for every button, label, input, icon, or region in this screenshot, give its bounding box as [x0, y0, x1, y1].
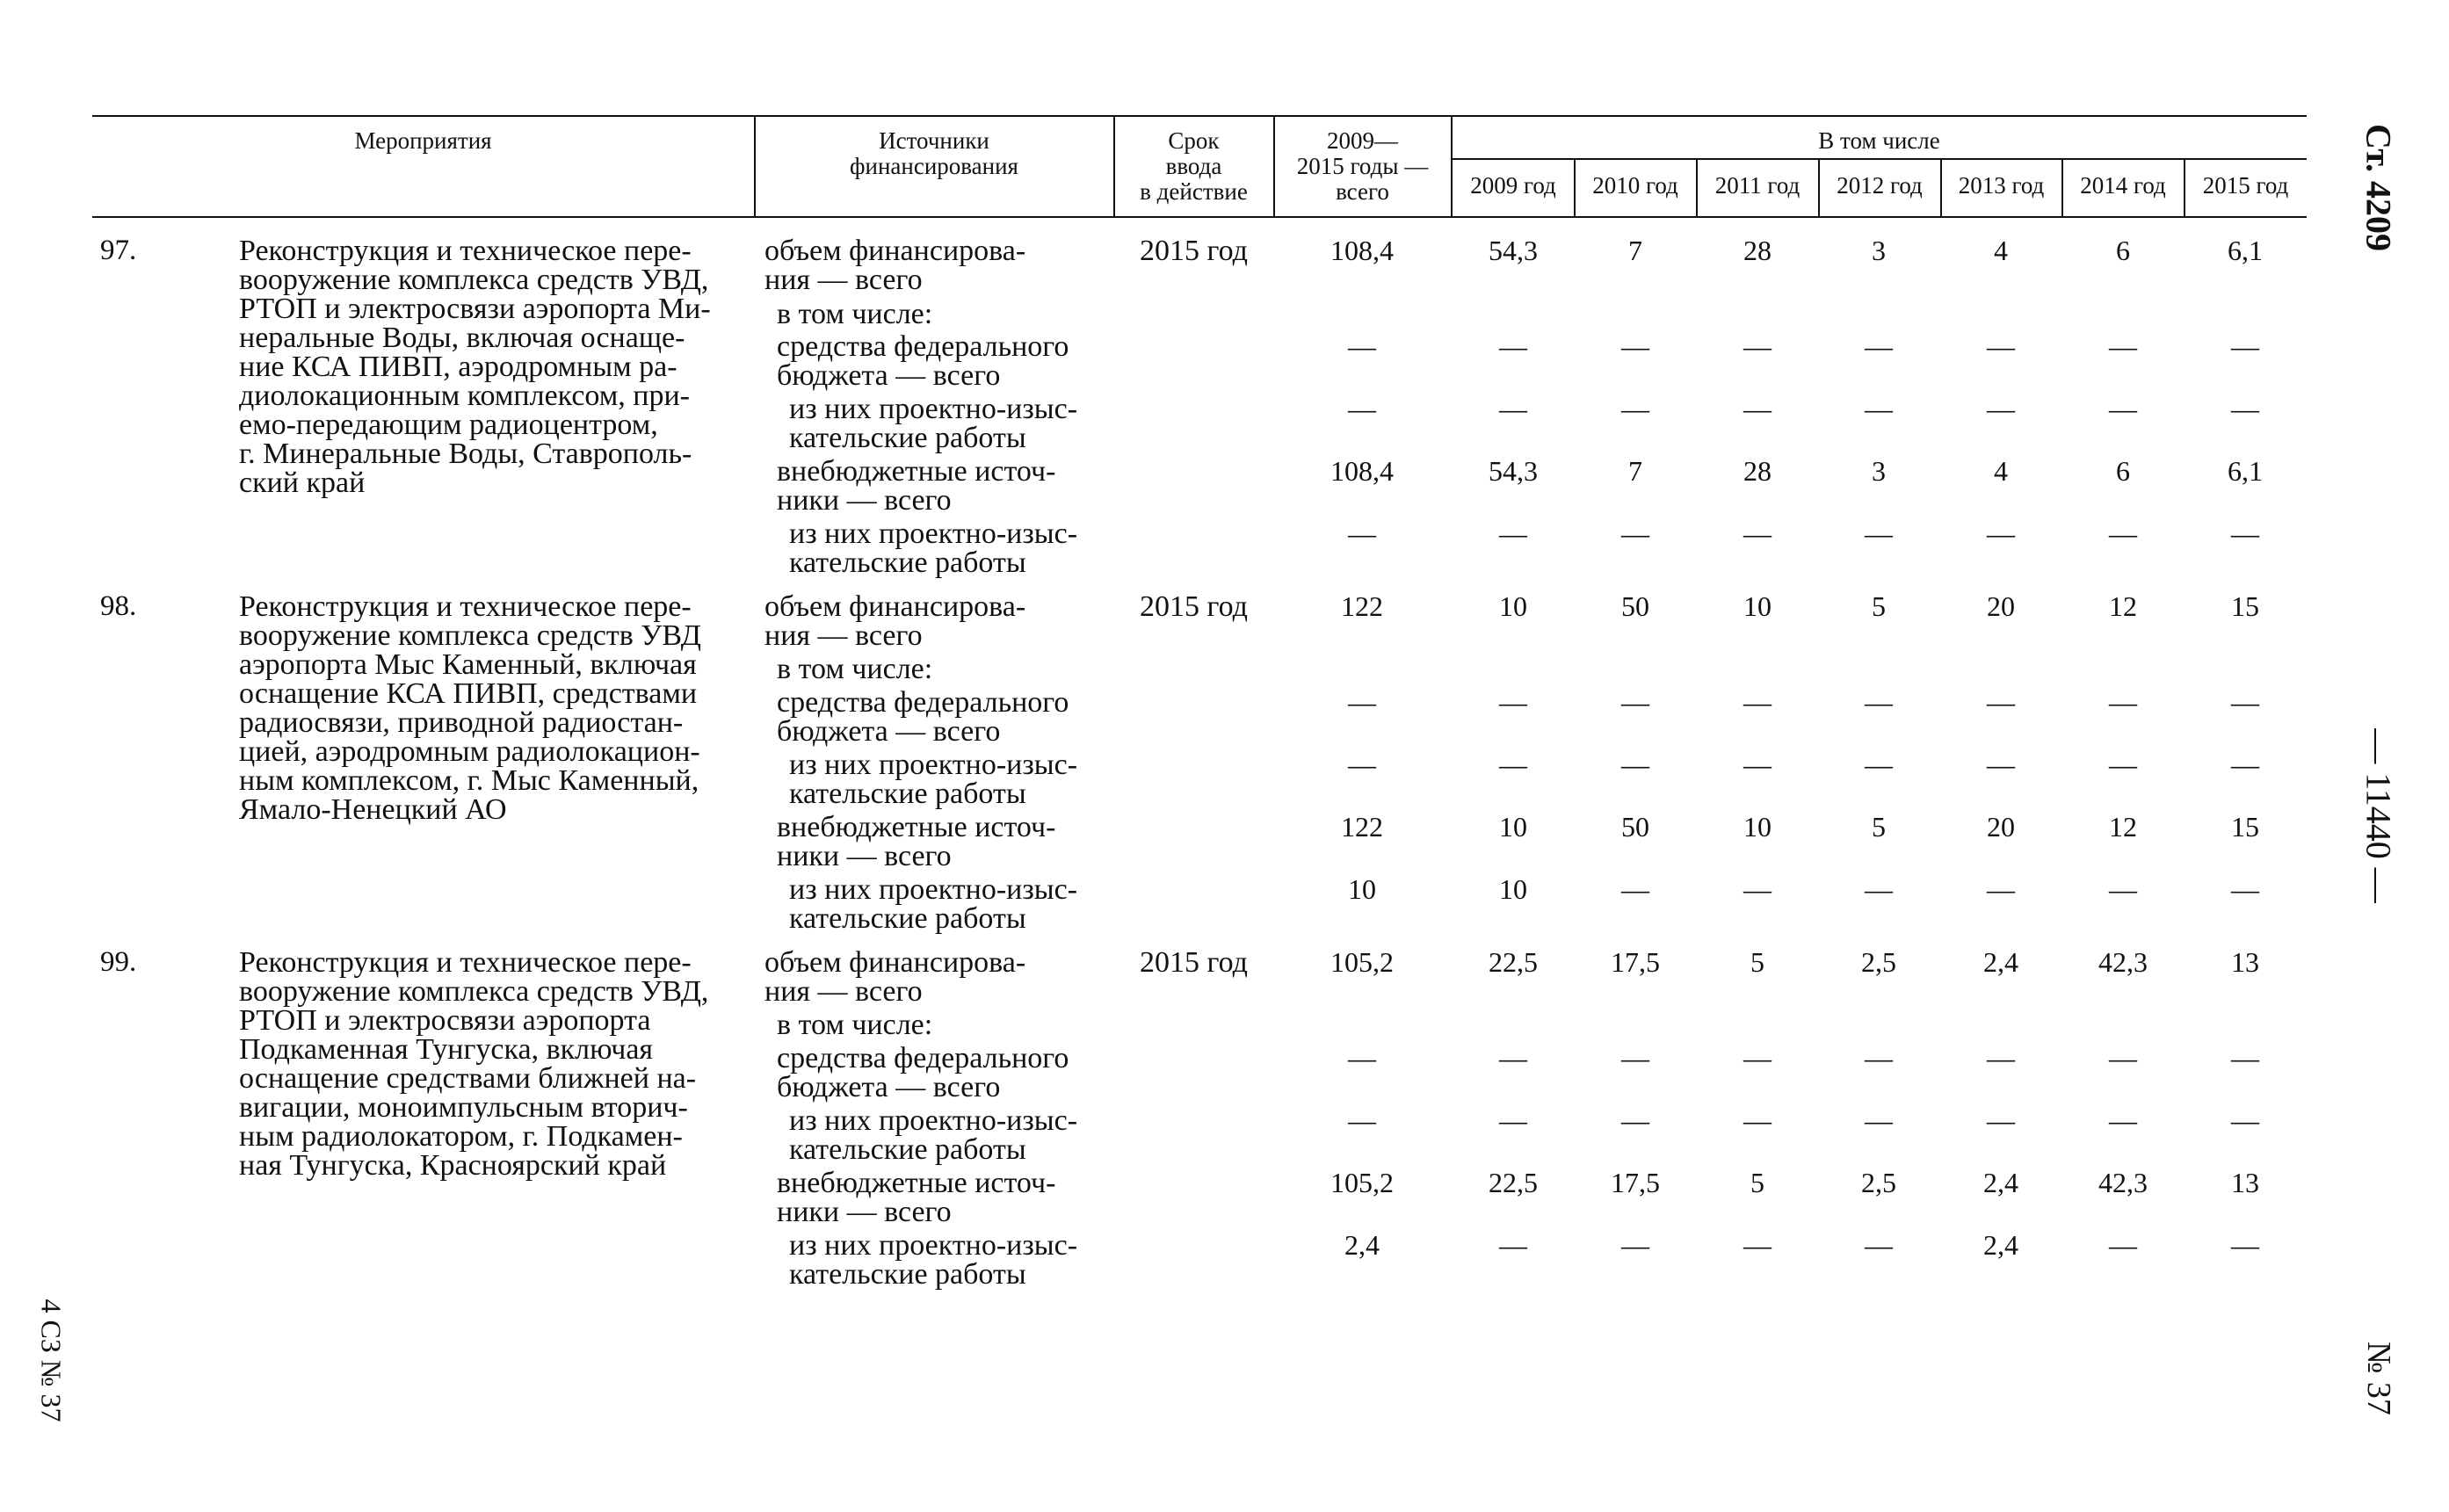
header-total-line3: всего [1336, 178, 1389, 205]
year-value-cell: 10 [1499, 590, 1527, 622]
total-value-cell: — [1348, 330, 1376, 362]
year-value-cell: 17,5 [1611, 946, 1660, 978]
total-value-cell: 108,4 [1330, 235, 1394, 266]
measure-line: ным комплексом, г. Мыс Каменный, [239, 764, 699, 797]
row-number: 97. [100, 235, 137, 266]
year-value-cell: 2,4 [1983, 1229, 2018, 1261]
year-value-cell: — [1499, 686, 1527, 718]
measure-line: РТОП и электросвязи аэропорта [239, 1004, 651, 1037]
table-header-bottom-rule [92, 216, 2307, 218]
measure-line: вооружение комплекса средств УВД [239, 619, 701, 652]
total-value-cell: 2,4 [1344, 1229, 1380, 1261]
year-value-cell: 2,4 [1983, 946, 2018, 978]
year-value-cell: 3 [1872, 455, 1886, 487]
source-line: внебюджетные источ- [777, 455, 1056, 488]
issue-number-left: 4 СЗ № 37 [35, 1299, 68, 1422]
year-value-cell: 6,1 [2228, 235, 2263, 266]
year-value-cell: — [1743, 393, 1772, 424]
source-line: кательские работы [789, 422, 1026, 454]
measure-line: цией, аэродромным радиолокацион- [239, 735, 700, 768]
source-line: внебюджетные источ- [777, 811, 1056, 843]
year-value-cell: 15 [2231, 590, 2259, 622]
year-value-cell: 20 [1987, 590, 2015, 622]
year-value-cell: 6 [2116, 455, 2130, 487]
year-value-cell: — [2109, 873, 2137, 905]
row-number: 98. [100, 590, 137, 622]
year-value-cell: 10 [1499, 811, 1527, 843]
measure-line: оснащение КСА ПИВП, средствами [239, 677, 698, 710]
year-value-cell: — [1499, 393, 1527, 424]
measure-line: емо-передающим радиоцентром, [239, 409, 658, 441]
header-year: 2014 год [2080, 172, 2166, 199]
measure-line: аэропорта Мыс Каменный, включая [239, 648, 697, 681]
source-line: из них проектно-изыс- [789, 749, 1078, 781]
measure-line: Ямало-Ненецкий АО [239, 793, 507, 826]
header-year: 2015 год [2202, 172, 2289, 199]
source-line: кательские работы [789, 778, 1026, 810]
year-value-cell: 42,3 [2098, 1167, 2148, 1198]
year-value-cell: — [1865, 873, 1893, 905]
source-line: ния — всего [764, 619, 923, 652]
source-line: средства федерального [777, 330, 1069, 363]
year-value-cell: — [1865, 686, 1893, 718]
year-value-cell: — [1987, 517, 2015, 549]
header-sources-line1: Источники [879, 127, 989, 154]
source-line: в том числе: [777, 1009, 933, 1041]
measure-line: Реконструкция и техническое пере- [239, 590, 692, 623]
term-value: 2015 год [1140, 590, 1248, 623]
year-value-cell: — [2109, 749, 2137, 780]
total-value-cell: — [1348, 517, 1376, 549]
source-line: в том числе: [777, 653, 933, 685]
measure-line: г. Минеральные Воды, Ставрополь- [239, 438, 692, 470]
year-value-cell: — [1743, 1104, 1772, 1136]
header-measures: Мероприятия [354, 127, 492, 154]
year-value-cell: — [1987, 873, 2015, 905]
year-value-cell: 10 [1743, 811, 1772, 843]
year-value-cell: — [1499, 1104, 1527, 1136]
year-value-cell: — [1865, 517, 1893, 549]
year-value-cell: 10 [1743, 590, 1772, 622]
year-value-cell: — [2231, 1104, 2259, 1136]
source-line: объем финансирова- [764, 235, 1026, 267]
year-value-cell: — [1987, 686, 2015, 718]
measure-line: вооружение комплекса средств УВД, [239, 975, 709, 1008]
measure-line: ние КСА ПИВП, аэродромным ра- [239, 351, 677, 383]
header-term-line1: Срок [1168, 127, 1220, 154]
year-value-cell: 5 [1872, 590, 1886, 622]
year-value-cell: 22,5 [1489, 946, 1538, 978]
year-value-cell: — [2109, 330, 2137, 362]
header-year: 2013 год [1958, 172, 2045, 199]
total-value-cell: 122 [1341, 811, 1383, 843]
year-value-cell: 28 [1743, 455, 1772, 487]
header-year: 2012 год [1837, 172, 1923, 199]
source-line: ния — всего [764, 975, 923, 1008]
year-value-cell: — [1865, 393, 1893, 424]
year-value-cell: — [1987, 330, 2015, 362]
document-code-right: — 11440 — [2358, 728, 2399, 903]
source-line: бюджета — всего [777, 1071, 1001, 1103]
source-line: кательские работы [789, 1258, 1026, 1291]
year-value-cell: — [1621, 749, 1649, 780]
source-line: кательские работы [789, 546, 1026, 579]
source-line: средства федерального [777, 686, 1069, 719]
year-value-cell: — [2231, 1042, 2259, 1074]
total-value-cell: — [1348, 749, 1376, 780]
year-value-cell: — [2109, 1042, 2137, 1074]
measure-line: РТОП и электросвязи аэропорта Ми- [239, 293, 711, 325]
total-value-cell: 108,4 [1330, 455, 1394, 487]
header-year: 2011 год [1714, 172, 1801, 199]
year-value-cell: — [2231, 393, 2259, 424]
year-value-cell: — [1865, 1042, 1893, 1074]
year-value-cell: — [1621, 517, 1649, 549]
total-value-cell: — [1348, 686, 1376, 718]
year-value-cell: — [1743, 1229, 1772, 1261]
header-sources-line2: финансирования [850, 153, 1018, 179]
header-year: 2010 год [1592, 172, 1678, 199]
source-line: из них проектно-изыс- [789, 1104, 1078, 1137]
source-line: внебюджетные источ- [777, 1167, 1056, 1199]
measure-line: ский край [239, 467, 366, 499]
year-value-cell: — [2231, 1229, 2259, 1261]
year-value-cell: — [2109, 393, 2137, 424]
source-line: из них проектно-изыс- [789, 873, 1078, 906]
measure-line: вооружение комплекса средств УВД, [239, 264, 709, 296]
year-value-cell: 7 [1628, 455, 1642, 487]
year-value-cell: 5 [1872, 811, 1886, 843]
year-value-cell: — [1499, 749, 1527, 780]
measure-line: Реконструкция и техническое пере- [239, 235, 692, 267]
year-value-cell: — [1865, 1229, 1893, 1261]
source-line: из них проектно-изыс- [789, 517, 1078, 550]
year-value-cell: — [1621, 330, 1649, 362]
table-top-rule [92, 115, 2307, 117]
year-value-cell: — [1499, 517, 1527, 549]
year-value-cell: 7 [1628, 235, 1642, 266]
measure-line: неральные Воды, включая оснаще- [239, 322, 685, 354]
measure-line: ная Тунгуска, Красноярский край [239, 1149, 667, 1182]
year-value-cell: — [1743, 330, 1772, 362]
total-value-cell: 105,2 [1330, 1167, 1394, 1198]
year-value-cell: — [1865, 1104, 1893, 1136]
year-value-cell: — [1865, 749, 1893, 780]
year-value-cell: — [1621, 393, 1649, 424]
total-value-cell: 10 [1348, 873, 1376, 905]
year-value-cell: — [1743, 749, 1772, 780]
issue-number-right: № 37 [2360, 1342, 2397, 1415]
source-line: из них проектно-изыс- [789, 1229, 1078, 1262]
year-value-cell: 20 [1987, 811, 2015, 843]
total-value-cell: — [1348, 1042, 1376, 1074]
year-value-cell: — [2231, 330, 2259, 362]
measure-line: ным радиолокатором, г. Подкамен- [239, 1120, 683, 1153]
year-value-cell: 3 [1872, 235, 1886, 266]
year-value-cell: — [1621, 873, 1649, 905]
total-value-cell: — [1348, 393, 1376, 424]
header-term-line2: ввода [1165, 153, 1222, 179]
row-number: 99. [100, 946, 137, 978]
year-value-cell: 12 [2109, 590, 2137, 622]
year-value-cell: 50 [1621, 590, 1649, 622]
year-value-cell: — [1499, 1229, 1527, 1261]
measure-line: вигации, моноимпульсным вторич- [239, 1091, 688, 1124]
header-year: 2009 год [1470, 172, 1556, 199]
year-value-cell: 28 [1743, 235, 1772, 266]
year-value-cell: — [1987, 393, 2015, 424]
year-value-cell: — [2109, 686, 2137, 718]
header-total-line1: 2009— [1327, 127, 1398, 154]
source-line: ники — всего [777, 840, 952, 872]
year-value-cell: — [1499, 1042, 1527, 1074]
source-line: средства федерального [777, 1042, 1069, 1074]
page-number-right: Ст. 4209 [2358, 124, 2399, 251]
source-line: объем финансирова- [764, 590, 1026, 623]
total-value-cell: — [1348, 1104, 1376, 1136]
year-value-cell: 13 [2231, 946, 2259, 978]
measure-line: радиосвязи, приводной радиостан- [239, 706, 684, 739]
year-value-cell: 54,3 [1489, 235, 1538, 266]
year-value-cell: 6 [2116, 235, 2130, 266]
year-value-cell: 5 [1750, 1167, 1764, 1198]
year-value-cell: — [2231, 873, 2259, 905]
year-value-cell: — [2109, 1104, 2137, 1136]
year-value-cell: — [1865, 330, 1893, 362]
source-line: ники — всего [777, 484, 952, 517]
header-total-line2: 2015 годы — [1296, 153, 1429, 179]
year-value-cell: 15 [2231, 811, 2259, 843]
year-value-cell: — [1499, 330, 1527, 362]
measure-line: Подкаменная Тунгуска, включая [239, 1033, 654, 1066]
year-value-cell: — [1621, 1042, 1649, 1074]
source-line: бюджета — всего [777, 359, 1001, 392]
term-value: 2015 год [1140, 946, 1248, 979]
year-value-cell: — [2231, 517, 2259, 549]
header-including: В том числе [1818, 127, 1940, 154]
total-value-cell: 122 [1341, 590, 1383, 622]
year-value-cell: 17,5 [1611, 1167, 1660, 1198]
year-value-cell: — [1987, 749, 2015, 780]
year-value-cell: 13 [2231, 1167, 2259, 1198]
year-value-cell: — [2231, 749, 2259, 780]
year-value-cell: — [1621, 686, 1649, 718]
term-value: 2015 год [1140, 235, 1248, 267]
year-value-cell: 42,3 [2098, 946, 2148, 978]
measure-line: диолокационным комплексом, при- [239, 380, 691, 412]
year-value-cell: — [2109, 517, 2137, 549]
year-value-cell: — [1743, 873, 1772, 905]
year-value-cell: 22,5 [1489, 1167, 1538, 1198]
measure-line: Реконструкция и техническое пере- [239, 946, 692, 979]
year-value-cell: 2,5 [1861, 1167, 1896, 1198]
year-value-cell: — [1987, 1104, 2015, 1136]
year-value-cell: — [1621, 1229, 1649, 1261]
year-value-cell: 6,1 [2228, 455, 2263, 487]
year-value-cell: 4 [1994, 455, 2008, 487]
source-line: в том числе: [777, 298, 933, 330]
year-value-cell: — [2231, 686, 2259, 718]
measure-line: оснащение средствами ближней на- [239, 1062, 697, 1095]
year-value-cell: — [1743, 517, 1772, 549]
source-line: ники — всего [777, 1196, 952, 1228]
source-line: ния — всего [764, 264, 923, 296]
year-value-cell: — [2109, 1229, 2137, 1261]
year-value-cell: 2,5 [1861, 946, 1896, 978]
year-value-cell: 5 [1750, 946, 1764, 978]
year-value-cell: 12 [2109, 811, 2137, 843]
year-value-cell: 10 [1499, 873, 1527, 905]
year-value-cell: 2,4 [1983, 1167, 2018, 1198]
year-value-cell: — [1987, 1042, 2015, 1074]
year-value-cell: 54,3 [1489, 455, 1538, 487]
source-line: кательские работы [789, 1133, 1026, 1166]
total-value-cell: 105,2 [1330, 946, 1394, 978]
year-value-cell: 50 [1621, 811, 1649, 843]
header-term-line3: в действие [1140, 178, 1248, 205]
source-line: объем финансирова- [764, 946, 1026, 979]
year-value-cell: — [1743, 686, 1772, 718]
source-line: бюджета — всего [777, 715, 1001, 748]
source-line: кательские работы [789, 902, 1026, 935]
table-header-mid-rule [1452, 158, 2307, 160]
source-line: из них проектно-изыс- [789, 393, 1078, 425]
year-value-cell: — [1743, 1042, 1772, 1074]
year-value-cell: — [1621, 1104, 1649, 1136]
year-value-cell: 4 [1994, 235, 2008, 266]
